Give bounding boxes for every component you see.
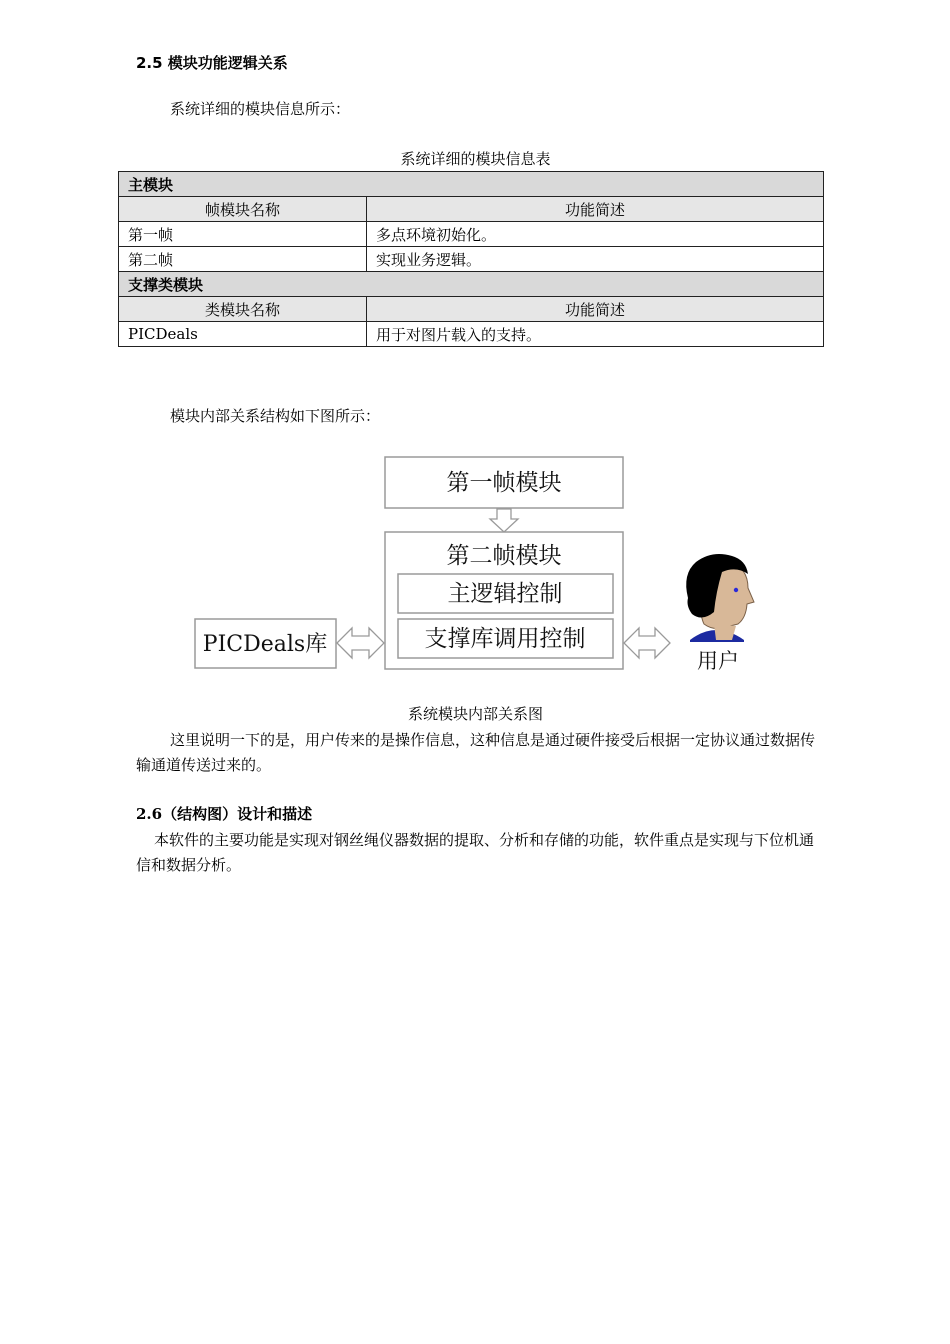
- frame1-label: 第一帧模块: [446, 470, 562, 496]
- user-label: 用户: [697, 649, 739, 673]
- header-frame-module-name: 帧模块名称: [119, 197, 367, 222]
- table-cell: 第一帧: [119, 222, 367, 247]
- table-cell: 多点环境初始化。: [367, 222, 824, 247]
- section-2-6-paragraph: 本软件的主要功能是实现对钢丝绳仪器数据的提取、分析和存储的功能，软件重点是实现与下位机通信和数据分析。: [136, 831, 815, 874]
- table-cell: PICDeals: [119, 322, 367, 347]
- intro-paragraph: 系统详细的模块信息所示：: [170, 100, 351, 118]
- double-arrow-icon: [337, 628, 384, 658]
- explain-paragraph: 这里说明一下的是，用户传来的是操作信息，这种信息是通过硬件接受后根据一定协议通过数据传输通道传送过来的。: [136, 731, 816, 774]
- double-arrow-icon: [624, 628, 670, 658]
- table-cell: 第二帧: [119, 247, 367, 272]
- header-function-desc: 功能简述: [367, 297, 824, 322]
- header-function-desc: 功能简述: [367, 197, 824, 222]
- table-caption: 系统详细的模块信息表: [400, 150, 551, 168]
- diagram-intro-paragraph: 模块内部关系结构如下图所示：: [170, 407, 381, 425]
- section-main-module: 主模块: [119, 172, 824, 197]
- table-cell: 实现业务逻辑。: [367, 247, 824, 272]
- section-support-module: 支撑类模块: [119, 272, 824, 297]
- header-class-module-name: 类模块名称: [119, 297, 367, 322]
- support-call-label: 支撑库调用控制: [424, 626, 586, 652]
- diagram-caption: 系统模块内部关系图: [407, 705, 543, 723]
- frame2-label: 第二帧模块: [446, 543, 562, 569]
- user-icon: [686, 554, 754, 642]
- section-heading-2-5: 2.5 模块功能逻辑关系: [136, 54, 288, 72]
- table-cell: 用于对图片载入的支持。: [367, 322, 824, 347]
- section-heading-2-6: 2.6（结构图）设计和描述: [136, 805, 313, 823]
- main-logic-label: 主逻辑控制: [447, 581, 563, 607]
- picdeals-lib-label: PICDeals库: [202, 632, 328, 657]
- down-arrow-icon: [490, 509, 518, 532]
